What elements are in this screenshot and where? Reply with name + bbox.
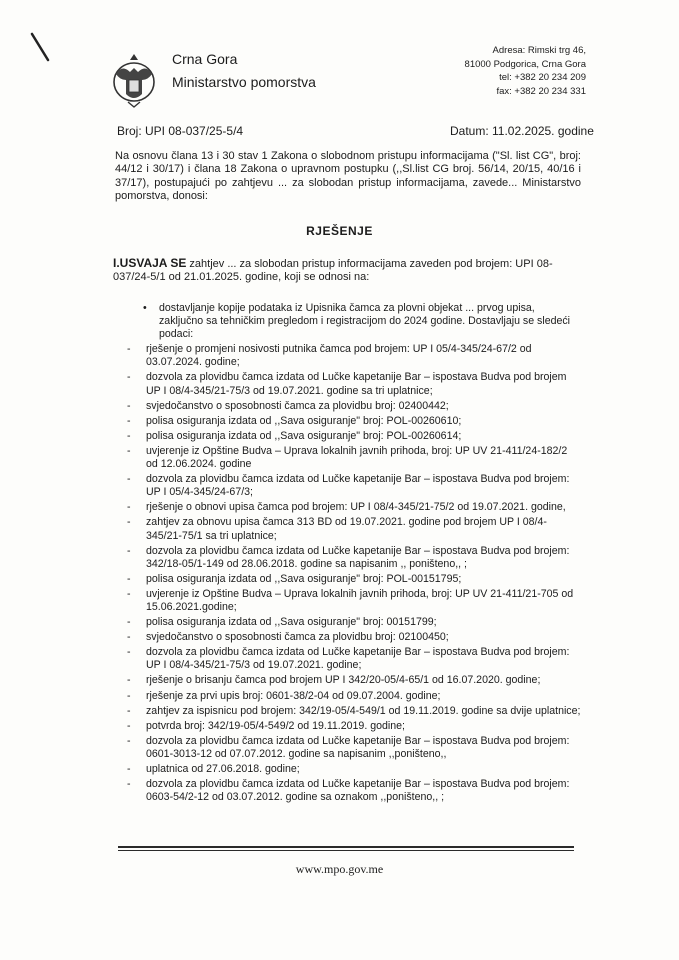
coat-of-arms-icon — [108, 50, 160, 110]
list-item-text: polisa osiguranja izdata od ,,Sava osiguranje" broj: POL-00260610; — [146, 414, 462, 427]
document-number: Broj: UPI 08-037/25-5/4 — [117, 124, 244, 138]
list-item-text: polisa osiguranja izdata od ,,Sava osiguranje" broj: 00151799; — [146, 616, 437, 629]
list-item — [113, 720, 581, 733]
list-item-text: rješenje za prvi upis broj: 0601-38/2-04 od 09.07.2004. godine; — [146, 689, 441, 702]
list-item-text: dozvola za plovidbu čamca izdata od Lučke kapetanije Bar – ispostava Budva pod brojem: UP I 08/4-345/21-75/3 od 19.07.2021. godine; — [146, 646, 570, 672]
dash-icon: - — [127, 501, 131, 514]
org-line-ministry: Ministarstvo pomorstva — [172, 74, 316, 90]
dash-icon: - — [127, 444, 131, 457]
list-item-text: uvjerenje iz Opštine Budva – Uprava lokalnih javnih prihoda, broj: UP UV 21-411/24-182/2 od 12.06.2024. godine — [146, 444, 568, 471]
list-item — [113, 674, 581, 687]
organization-name — [172, 50, 316, 96]
list-item — [113, 646, 581, 672]
list-item-text: dozvola za plovidbu čamca izdata od Lučke kapetanije Bar – ispostava Budva pod brojem: 0601-3013-12 od 07.07.2012. godine sa napisanim ,,poništeno,, — [146, 734, 570, 760]
bullet-icon: • — [143, 302, 147, 314]
dash-icon: - — [127, 371, 131, 384]
footer-divider-thin — [118, 850, 574, 851]
dash-icon: - — [127, 719, 131, 732]
list-item — [113, 400, 581, 413]
list-item-text: svjedočanstvo o sposobnosti čamca za plovidbu broj: 02100450; — [146, 631, 449, 644]
list-item-text: polisa osiguranja izdata od ,,Sava osiguranje" broj: POL-00260614; — [146, 429, 462, 442]
list-item-text: dozvola za plovidbu čamca izdata od Lučke kapetanije Bar – ispostava Budva pod brojem UP I 08/4-345/21-75/3 od 19.07.2021. godine sa tri uplatnice; — [146, 371, 567, 397]
footer-divider — [118, 846, 574, 848]
address-fax: fax: +382 20 234 331 — [496, 85, 586, 97]
dash-icon: - — [127, 631, 131, 644]
decision-lead: I.USVAJA SE — [113, 256, 187, 270]
dash-icon: - — [127, 516, 131, 529]
list-item — [113, 735, 581, 761]
list-item-text: uplatnica od 27.06.2018. godine; — [146, 763, 300, 775]
bullet-text: dostavljanje kopije podataka iz Upisnika čamca za plovni objekat ... prvog upisa, zaključno sa tehničkim pregledom i registracijom do 2024 godine. Dostavljaju se sledeći podaci: — [159, 302, 571, 341]
list-item — [113, 545, 581, 571]
list-item-text: zahtjev za obnovu upisa čamca 313 BD od 19.07.2021. godine pod brojem UP I 08/4-345/21-75/1 sa tri uplatnice; — [146, 516, 547, 542]
dash-icon: - — [127, 414, 131, 427]
dash-icon: - — [127, 763, 131, 775]
footer-website: www.mpo.gov.me — [295, 862, 384, 876]
list-item-text: dozvola za plovidbu čamca izdata od Lučke kapetanije Bar – ispostava Budva pod brojem: 342/18-05/1-149 od 28.06.2018. godine sa napisanim ,, poništeno,, ; — [146, 544, 570, 570]
list-item — [113, 473, 581, 499]
address-city: 81000 Podgorica, Crna Gora — [464, 58, 586, 70]
dash-icon: - — [127, 646, 131, 659]
list-item-text: rješenje o promjeni nosivosti putnika čamca pod brojem: UP I 05/4-345/24-67/2 od 03.07.2024. godine; — [146, 343, 532, 369]
dash-icon: - — [127, 778, 131, 791]
list-item — [113, 343, 581, 369]
dash-icon: - — [127, 429, 131, 442]
list-item-text: rješenje o brisanju čamca pod brojem UP I 342/20-05/4-65/1 od 16.07.2020. godine; — [146, 674, 541, 687]
dash-icon: - — [127, 704, 131, 717]
list-item-text: dozvola za plovidbu čamca izdata od Lučke kapetanije Bar – ispostava Budva pod brojem: 0603-54/2-12 od 03.07.2012. godine sa oznakom ,,poništeno,, ; — [146, 778, 570, 804]
dash-icon: - — [127, 399, 131, 412]
list-item-text: zahtjev za ispisnicu pod brojem: 342/19-05/4-549/1 od 19.11.2019. godine sa dvije uplatnice; — [146, 704, 581, 717]
dash-icon: - — [127, 343, 131, 356]
dash-icon: - — [127, 587, 131, 600]
document-date: Datum: 11.02.2025. godine — [450, 124, 594, 138]
dash-icon: - — [127, 473, 131, 486]
list-item — [113, 516, 581, 542]
address-street: Adresa: Rimski trg 46, — [492, 45, 586, 56]
dash-icon: - — [127, 616, 131, 629]
list-item-text: rješenje o obnovi upisa čamca pod brojem: UP I 08/4-345/21-75/2 od 19.07.2021. godine, — [146, 501, 566, 514]
list-item — [113, 371, 581, 397]
dash-icon: - — [127, 572, 131, 585]
list-item — [113, 631, 581, 644]
address-block — [465, 44, 586, 98]
document-title: RJEŠENJE — [306, 224, 373, 238]
intro-paragraph: Na osnovu člana 13 i 30 stav 1 Zakona o slobodnom pristupu informacijama ("Sl. list CG", broj: 44/12 i 30/17) i člana 18 Zakona o upravnom postupku (,,Sl.list CG broj. 56/14, 20/15, 40/16 i 37/17), postupajući po zahtjevu ... za slobodan pristup informacijama, zavede... Ministarstvo pomorstva, donosi: — [115, 150, 581, 203]
list-item — [113, 690, 581, 703]
pen-mark-icon — [30, 30, 70, 70]
list-item — [113, 573, 581, 586]
list-item-text: polisa osiguranja izdata od ,,Sava osiguranje" broj: POL-00151795; — [146, 572, 462, 585]
list-item — [113, 705, 581, 718]
list-item — [113, 430, 581, 443]
list-item — [113, 616, 581, 629]
list-item — [113, 445, 581, 471]
org-line-country: Crna Gora — [172, 51, 238, 67]
list-item — [113, 763, 581, 776]
decision-text: zahtjev ... za slobodan pristup informacijama zaveden pod brojem: UPI 08-037/24-5/1 od 21.01.2025. godine, koji se odnosi na: — [113, 258, 553, 284]
decision-paragraph — [113, 257, 581, 285]
dash-icon: - — [127, 734, 131, 747]
list-item-bullet — [113, 302, 581, 341]
dash-icon: - — [127, 544, 131, 557]
list-item-text: potvrda broj: 342/19-05/4-549/2 od 19.11.2019. godine; — [146, 719, 405, 732]
list-item — [113, 501, 581, 514]
dash-icon: - — [127, 674, 131, 687]
list-item — [113, 778, 581, 804]
list-item-text: dozvola za plovidbu čamca izdata od Lučke kapetanije Bar – ispostava Budva pod brojem: UP I 05/4-345/24-67/3; — [146, 473, 570, 499]
list-item — [113, 588, 581, 614]
address-tel: tel: +382 20 234 209 — [499, 72, 586, 84]
documents-list — [113, 302, 581, 806]
dash-icon: - — [127, 689, 131, 702]
list-item — [113, 415, 581, 428]
list-item-text: uvjerenje iz Opštine Budva – Uprava lokalnih javnih prihoda, broj: UP UV 21-411/21-705 od 15.06.2021.godine; — [146, 587, 574, 613]
list-item-text: svjedočanstvo o sposobnosti čamca za plovidbu broj: 02400442; — [146, 399, 449, 412]
